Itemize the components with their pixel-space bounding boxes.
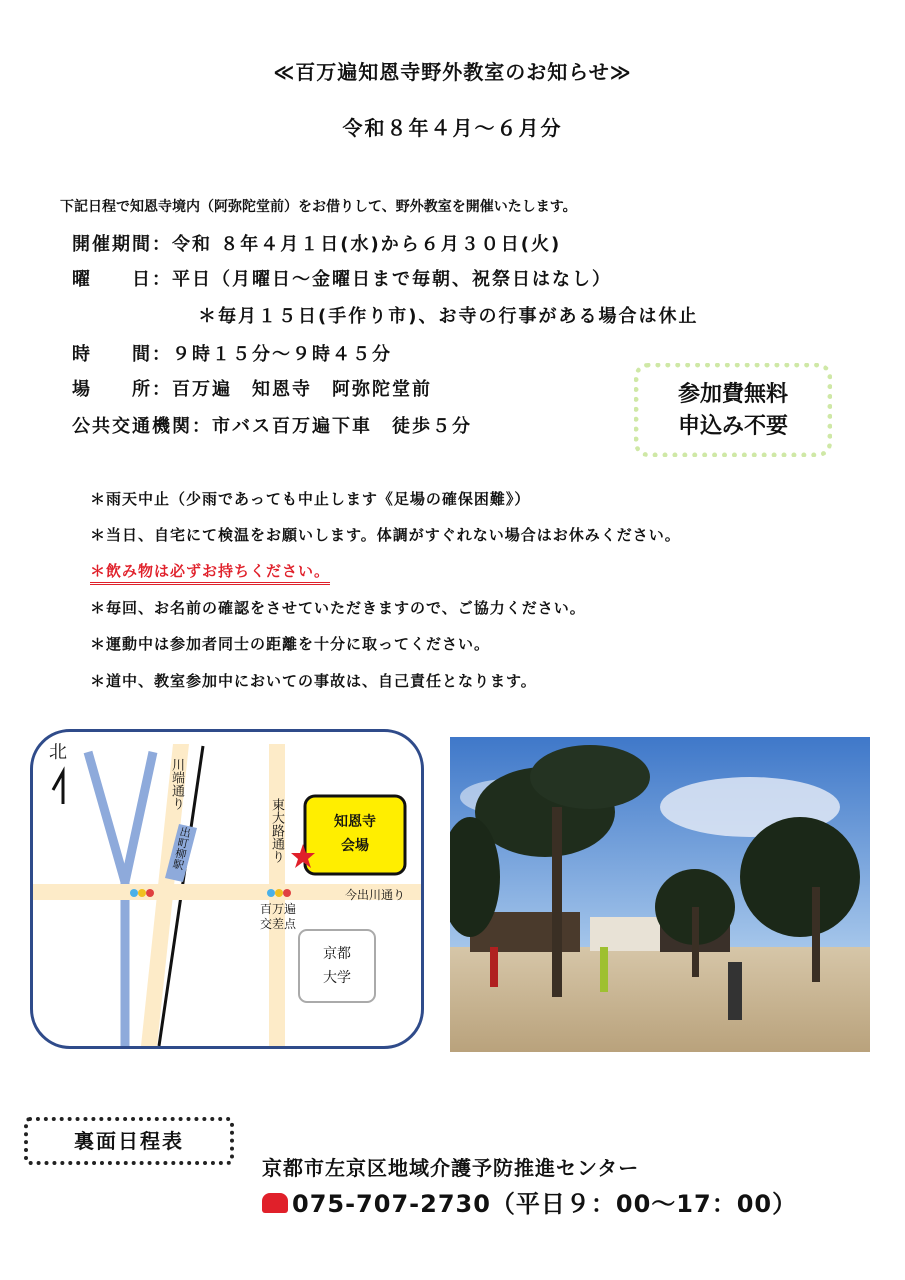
university-label	[299, 942, 375, 990]
imadegawa-label: 今出川通り	[345, 888, 406, 902]
info-label: 曜 日：	[72, 269, 172, 290]
page-subtitle: 令和８年４月～６月分	[342, 116, 563, 140]
venue-photo	[450, 737, 870, 1052]
info-label: 公共交通機関：	[72, 416, 212, 437]
info-label: 場 所：	[72, 379, 172, 400]
note-distance: ＊運動中は参加者同士の距離を十分に取ってください。	[90, 635, 491, 653]
signal-icon	[283, 889, 291, 897]
info-value: ＊毎月１５日(手作り市)、お寺の行事がある場合は休止	[198, 306, 699, 327]
page-title: ≪百万遍知恩寺野外教室のお知らせ≫	[273, 60, 632, 84]
info-period	[72, 230, 561, 256]
signal-icon	[275, 889, 283, 897]
higashioji-label: 東大路通り	[269, 798, 284, 863]
info-label: 開催期間：	[72, 234, 172, 255]
crossing-line2: 交差点	[259, 917, 296, 931]
photo-svg	[450, 737, 870, 1052]
note-temperature: ＊当日、自宅にて検温をお願いします。体調がすぐれない場合はお休みください。	[90, 526, 681, 544]
signal-icon	[138, 889, 146, 897]
univ-line2: 大学	[323, 970, 351, 986]
intro-text: 下記日程で知恩寺境内（阿弥陀堂前）をお借りして、野外教室を開催いたします。	[60, 199, 577, 215]
north-arrow-head-icon	[53, 772, 63, 790]
univ-line1: 京都	[323, 946, 351, 962]
info-time	[72, 340, 392, 366]
schedule-label: 裏面日程表	[24, 1117, 234, 1165]
demachi-label: 出町柳駅	[170, 825, 193, 871]
note-name-check: ＊毎回、お名前の確認をさせていただきますので、ご協力ください。	[90, 599, 586, 617]
note-responsibility: ＊道中、教室参加中においての事故は、自己責任となります。	[90, 672, 537, 690]
info-value: 平日（月曜日～金曜日まで毎朝、祝祭日はなし）	[172, 269, 612, 290]
venue-line2: 会場	[341, 838, 369, 854]
note-drinks-text: ＊飲み物は必ずお持ちください。	[90, 562, 330, 585]
crossing-line1: 百万遍	[259, 902, 296, 916]
info-value: 令和 ８年４月１日(水)から６月３０日(火)	[172, 234, 562, 255]
signal-icon	[130, 889, 138, 897]
access-map	[30, 729, 424, 1049]
signal-icon	[267, 889, 275, 897]
signal-icon	[146, 889, 154, 897]
note-drinks	[90, 560, 330, 581]
kawabata-label: 川端通り	[169, 758, 184, 810]
info-days	[72, 265, 612, 291]
river-left	[88, 752, 125, 882]
phone-icon	[262, 1193, 288, 1213]
river-right	[125, 752, 153, 882]
info-value: ９時１５分～９時４５分	[172, 344, 392, 365]
north-label: 北	[49, 742, 67, 763]
venue-label	[305, 810, 405, 858]
note-rain: ＊雨天中止（少雨であっても中止します《足場の確保困難》）	[90, 490, 531, 508]
free-badge	[634, 363, 832, 457]
phone-line	[262, 1184, 797, 1219]
badge-line1: 参加費無料	[677, 382, 788, 407]
info-transport	[72, 412, 472, 438]
phone-number: 075-707-2730（平日９：00～17：00）	[292, 1190, 798, 1218]
info-label: 時 間：	[72, 344, 172, 365]
badge-line2: 申込み不要	[677, 414, 788, 439]
info-value: 百万遍 知恩寺 阿弥陀堂前	[172, 379, 432, 400]
info-days-note	[198, 302, 698, 328]
crossing-label	[255, 902, 301, 932]
info-place	[72, 375, 432, 401]
info-value: 市バス百万遍下車 徒歩５分	[212, 416, 472, 437]
venue-line1: 知恩寺	[334, 814, 376, 830]
organization-name: 京都市左京区地域介護予防推進センター	[262, 1156, 640, 1180]
